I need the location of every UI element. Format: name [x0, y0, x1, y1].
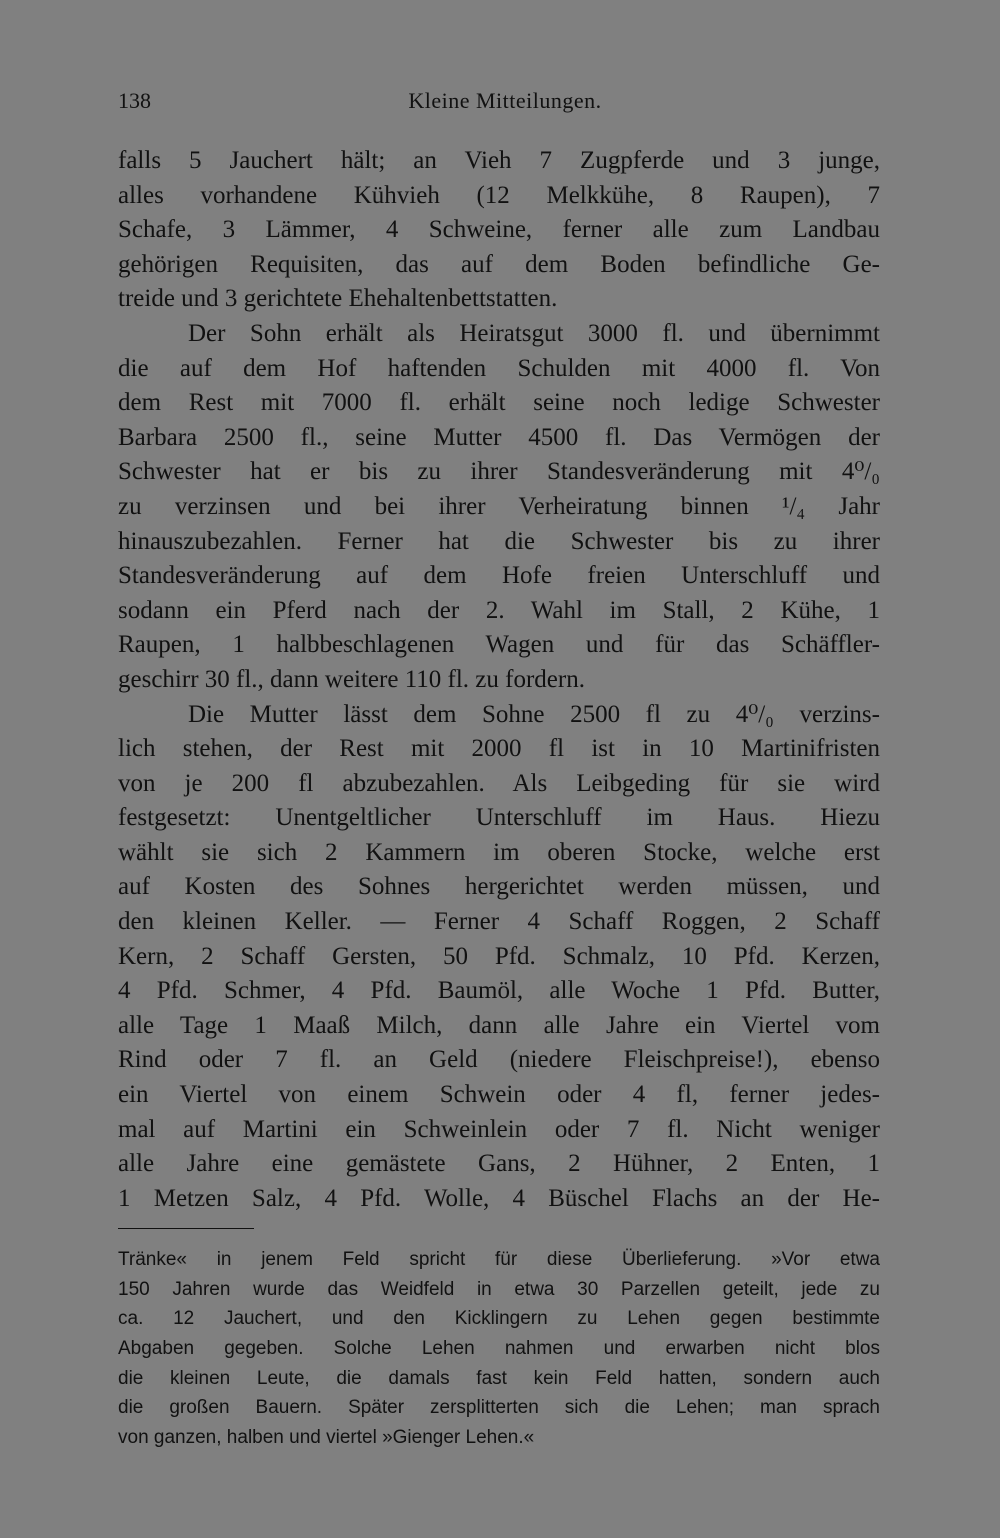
text-line: mal auf Martini ein Schweinlein oder 7 fl. Nicht weniger [118, 1115, 880, 1143]
footnote [118, 1245, 880, 1453]
text-line: zu verzinsen und bei ihrer Verheiratung binnen ¹/₄ Jahr [118, 492, 880, 520]
text-line: Schwester hat er bis zu ihrer Standesveränderung mit 4⁰/₀ [118, 458, 880, 486]
text-line: geschirr 30 fl., dann weitere 110 fl. zu fordern. [118, 665, 585, 693]
text-line: Barbara 2500 fl., seine Mutter 4500 fl. Das Vermögen der [118, 423, 880, 451]
footnote-line: 150 Jahren wurde das Weidfeld in etwa 30 Parzellen geteilt, jede zu [118, 1278, 880, 1300]
text-line: Schafe, 3 Lämmer, 4 Schweine, ferner alle zum Landbau [118, 216, 880, 244]
text-line: ein Viertel von einem Schwein oder 4 fl, ferner jedes- [118, 1081, 880, 1109]
text-line: lich stehen, der Rest mit 2000 fl ist in 10 Martinifristen [118, 735, 880, 763]
footnote-line: Abgaben gegeben. Solche Lehen nahmen und erwarben nicht blos [118, 1338, 880, 1360]
footnote-line: die großen Bauern. Später zersplitterten sich die Lehen; man sprach [118, 1397, 880, 1419]
footnote-line: ca. 12 Jauchert, und den Kicklingern zu Lehen gegen bestimmte [118, 1308, 880, 1330]
footnote-line: die kleinen Leute, die damals fast kein Feld hatten, sondern auch [118, 1367, 880, 1389]
running-head: Kleine Mitteilungen. [408, 88, 602, 113]
text-line: die auf dem Hof haftenden Schulden mit 4000 fl. Von [118, 354, 880, 382]
text-line: falls 5 Jauchert hält; an Vieh 7 Zugpferde und 3 junge, [118, 147, 880, 174]
text-line: von je 200 fl abzubezahlen. Als Leibgeding für sie wird [118, 769, 880, 797]
text-line: sodann ein Pferd nach der 2. Wahl im Stall, 2 Kühe, 1 [118, 596, 880, 624]
text-line: 1 Metzen Salz, 4 Pfd. Wolle, 4 Büschel Flachs an der He- [118, 1184, 880, 1212]
text-line: Die Mutter lässt dem Sohne 2500 fl zu 4⁰/₀ verzins- [188, 700, 880, 728]
text-line: alles vorhandene Kühvieh (12 Melkkühe, 8 Raupen), 7 [118, 181, 880, 209]
text-line: Raupen, 1 halbbeschlagenen Wagen und für das Schäffler- [118, 631, 880, 659]
text-line: dem Rest mit 7000 fl. erhält seine noch ledige Schwester [118, 389, 880, 417]
footnote-line: Tränke« in jenem Feld spricht für diese Überlieferung. »Vor etwa [118, 1249, 880, 1270]
text-line: wählt sie sich 2 Kammern im oberen Stocke, welche erst [118, 838, 880, 866]
text-line: gehörigen Requisiten, das auf dem Boden befindliche Ge- [118, 250, 880, 278]
footnote-separator [118, 1228, 254, 1229]
text-line: alle Tage 1 Maaß Milch, dann alle Jahre ein Viertel vom [118, 1011, 880, 1039]
text-line: Standesveränderung auf dem Hofe freien Unterschluff und [118, 562, 880, 590]
text-line: auf Kosten des Sohnes hergerichtet werden müssen, und [118, 873, 880, 901]
body-text [118, 144, 880, 1216]
text-line: festgesetzt: Unentgeltlicher Unterschluff im Haus. Hiezu [118, 804, 880, 832]
text-line: 4 Pfd. Schmer, 4 Pfd. Baumöl, alle Woche 1 Pfd. Butter, [118, 977, 880, 1005]
text-line: hinauszubezahlen. Ferner hat die Schwester bis zu ihrer [118, 527, 880, 555]
page-number: 138 [118, 88, 151, 113]
footnote-line: von ganzen, halben und viertel »Gienger Lehen.« [118, 1427, 535, 1449]
page-header [118, 88, 880, 118]
text-line: den kleinen Keller. — Ferner 4 Schaff Roggen, 2 Schaff [118, 908, 880, 936]
text-line: Rind oder 7 fl. an Geld (niedere Fleischpreise!), ebenso [118, 1046, 880, 1074]
text-line: Kern, 2 Schaff Gersten, 50 Pfd. Schmalz, 10 Pfd. Kerzen, [118, 942, 880, 970]
text-line: alle Jahre eine gemästete Gans, 2 Hühner, 2 Enten, 1 [118, 1150, 880, 1178]
text-line: treide und 3 gerichtete Ehehaltenbettstatten. [118, 285, 558, 313]
text-line: Der Sohn erhält als Heiratsgut 3000 fl. und übernimmt [188, 319, 880, 347]
